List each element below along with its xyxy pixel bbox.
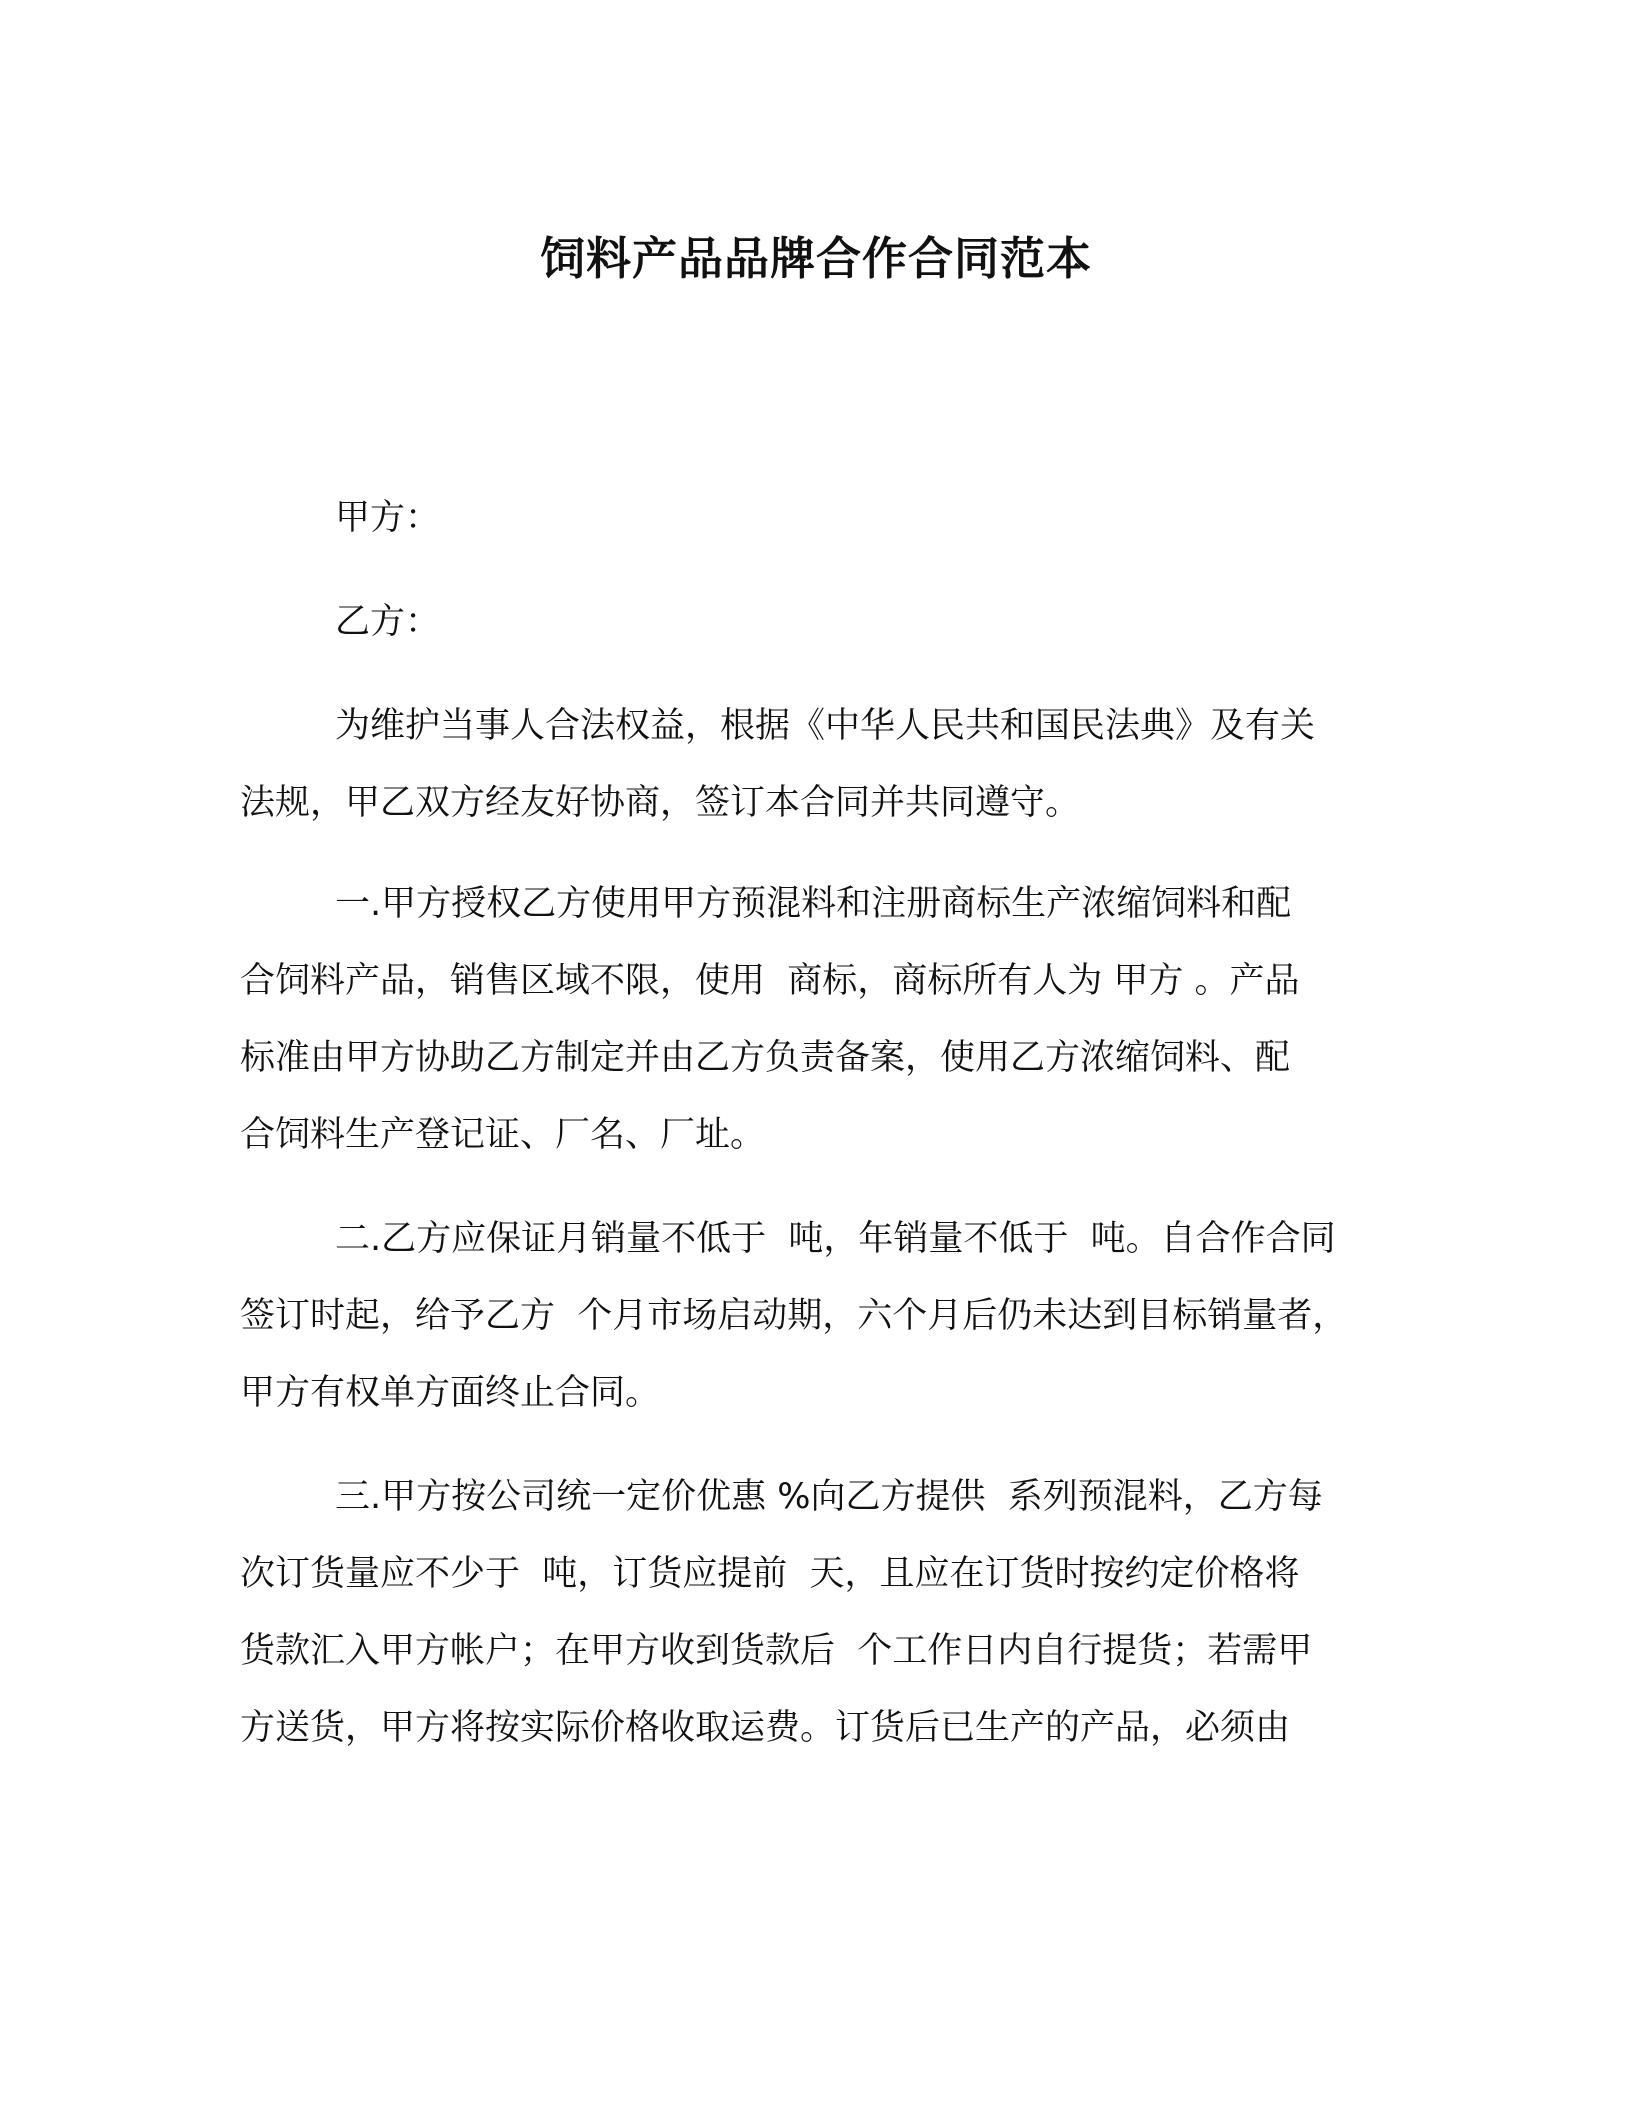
clause-1-line-3: 标准由甲方协助乙方制定并由乙方负责备案，使用乙方浓缩饲料、配	[240, 1038, 1291, 1078]
preamble-line-2: 法规，甲乙双方经友好协商，签订本合同并共同遵守。	[240, 783, 1081, 823]
clause-2-line-2: 签订时起，给予乙方 个月市场启动期，六个月后仍未达到目标销量者，	[240, 1296, 1348, 1336]
preamble-line-1: 为维护当事人合法权益，根据《中华人民共和国民法典》及有关	[335, 706, 1316, 746]
clause-1-line-1: 一.甲方授权乙方使用甲方预混料和注册商标生产浓缩饲料和配	[335, 884, 1292, 924]
document-title: 饲料产品品牌合作合同范本	[539, 232, 1092, 285]
clause-1-line-4: 合饲料生产登记证、厂名、厂址。	[240, 1115, 766, 1155]
clause-3-line-1: 三.甲方按公司统一定价优惠 %向乙方提供 系列预混料，乙方每	[335, 1477, 1323, 1517]
party-b-label: 乙方：	[335, 602, 441, 642]
clause-3-line-2: 次订货量应不少于 吨，订货应提前 天，且应在订货时按约定价格将	[240, 1554, 1300, 1594]
clause-3-line-3: 货款汇入甲方帐户；在甲方收到货款后 个工作日内自行提货；若需甲	[240, 1631, 1313, 1671]
clause-3-line-4: 方送货，甲方将按实际价格收取运费。订货后已生产的产品，必须由	[240, 1708, 1291, 1748]
clause-2-line-3: 甲方有权单方面终止合同。	[240, 1373, 661, 1413]
clause-1-line-2: 合饲料产品，销售区域不限，使用 商标，商标所有人为 甲方 。产品	[240, 961, 1300, 1001]
party-a-label: 甲方：	[335, 498, 441, 538]
clause-2-line-1: 二.乙方应保证月销量不低于 吨，年销量不低于 吨。自合作合同	[335, 1219, 1336, 1259]
